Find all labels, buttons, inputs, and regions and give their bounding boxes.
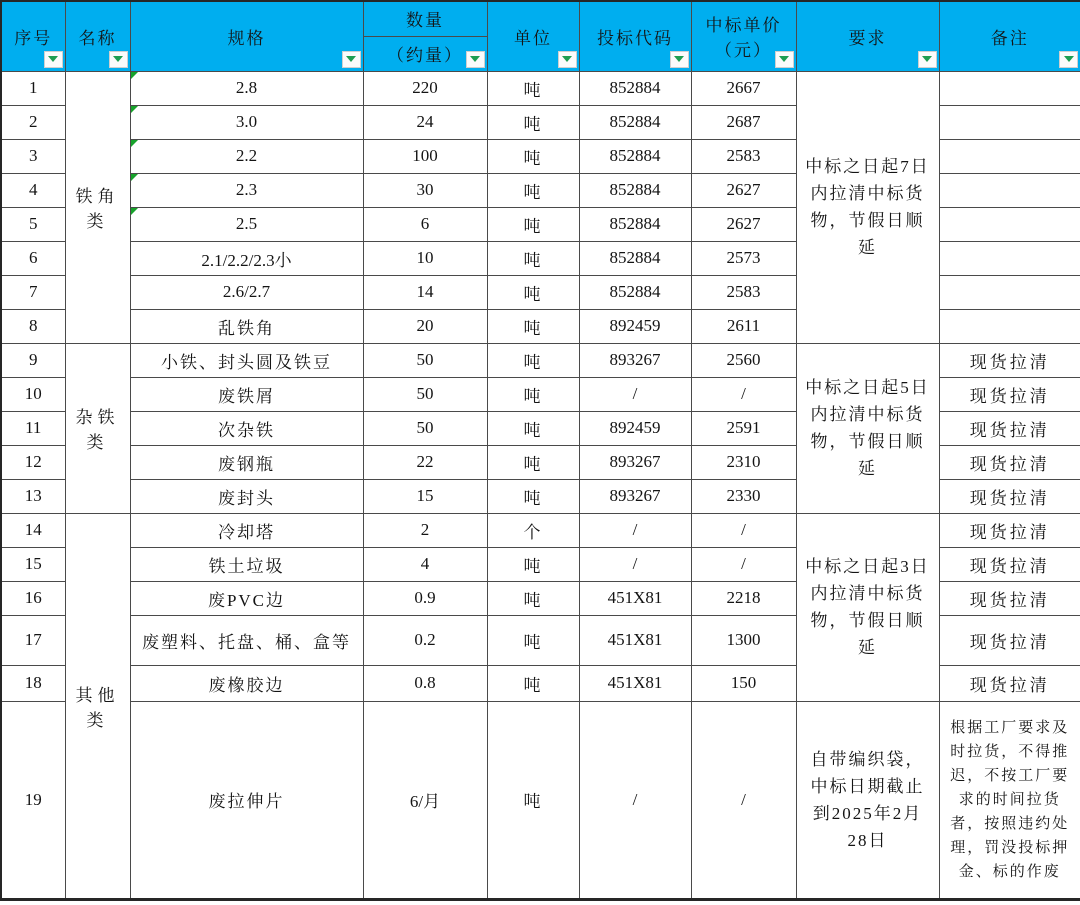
filter-dropdown-icon [562,56,572,62]
header-name[interactable] [65,1,130,71]
text-number-flag-icon [131,140,138,147]
text-number-flag-icon [131,106,138,113]
cell-price[interactable]: 2611 [691,309,796,343]
cell-code[interactable]: 892459 [579,309,691,343]
cell-note[interactable] [939,71,1080,105]
cell-qty[interactable]: 0.9 [363,581,487,615]
cell-index[interactable]: 8 [1,309,65,343]
cell-index[interactable]: 6 [1,241,65,275]
cell-index[interactable]: 18 [1,665,65,701]
cell-qty[interactable]: 15 [363,479,487,513]
filter-button-req[interactable] [918,51,937,68]
cell-note[interactable] [939,207,1080,241]
cell-qty[interactable]: 6/月 [363,701,487,899]
cell-qty[interactable]: 30 [363,173,487,207]
cell-price[interactable]: 2573 [691,241,796,275]
cell-spec[interactable]: 2.1/2.2/2.3小 [130,241,363,275]
cell-note[interactable] [939,309,1080,343]
cell-index[interactable]: 7 [1,275,65,309]
filter-button-note[interactable] [1059,51,1078,68]
cell-unit[interactable]: 吨 [487,547,579,581]
cell-code[interactable]: 852884 [579,139,691,173]
cell-price[interactable]: / [691,513,796,547]
cell-unit[interactable]: 个 [487,513,579,547]
cell-note[interactable] [939,105,1080,139]
cell-qty[interactable]: 24 [363,105,487,139]
cell-qty[interactable]: 0.2 [363,615,487,665]
cell-unit[interactable]: 吨 [487,139,579,173]
cell-price[interactable]: 2583 [691,275,796,309]
cell-code[interactable]: 852884 [579,241,691,275]
header-qty-approx[interactable] [363,36,487,71]
cell-note[interactable]: 现货拉清 [939,445,1080,479]
cell-spec[interactable]: 废PVC边 [130,581,363,615]
cell-requirement-row19[interactable]: 自带编织袋，中标日期截止到2025年2月28日 [796,701,939,899]
header-price[interactable] [691,1,796,71]
cell-price[interactable]: 2330 [691,479,796,513]
cell-note[interactable]: 现货拉清 [939,665,1080,701]
cell-note[interactable]: 根据工厂要求及时拉货，不得推迟，不按工厂要求的时间拉货者，按照违约处理，罚没投标押金、标的作废 [939,701,1080,899]
header-price-line2: （元） [715,41,772,61]
cell-qty[interactable]: 2 [363,513,487,547]
cell-qty[interactable]: 22 [363,445,487,479]
cell-price[interactable]: 2560 [691,343,796,377]
cell-unit[interactable]: 吨 [487,479,579,513]
cell-index[interactable]: 4 [1,173,65,207]
cell-unit[interactable]: 吨 [487,241,579,275]
cell-code[interactable]: 852884 [579,275,691,309]
cell-qty[interactable]: 50 [363,377,487,411]
cell-unit[interactable]: 吨 [487,275,579,309]
cell-unit[interactable]: 吨 [487,207,579,241]
cell-price[interactable]: 2591 [691,411,796,445]
filter-button-unit[interactable] [558,51,577,68]
cell-unit[interactable]: 吨 [487,701,579,899]
cell-index[interactable]: 2 [1,105,65,139]
cell-spec[interactable]: 废拉伸片 [130,701,363,899]
cell-unit[interactable]: 吨 [487,411,579,445]
filter-dropdown-icon [674,56,684,62]
cell-price[interactable]: 1300 [691,615,796,665]
cell-qty[interactable]: 50 [363,411,487,445]
header-note[interactable] [939,1,1080,71]
cell-note[interactable]: 现货拉清 [939,615,1080,665]
cell-code[interactable]: / [579,701,691,899]
cell-spec[interactable]: 2.5 [130,207,363,241]
filter-dropdown-icon [779,56,789,62]
cell-note[interactable] [939,275,1080,309]
cell-spec[interactable]: 小铁、封头圆及铁豆 [130,343,363,377]
cell-note[interactable]: 现货拉清 [939,547,1080,581]
filter-button-code[interactable] [670,51,689,68]
header-row [1,1,1080,36]
cell-index[interactable]: 15 [1,547,65,581]
cell-code[interactable]: 893267 [579,343,691,377]
cell-qty[interactable]: 50 [363,343,487,377]
header-req[interactable] [796,1,939,71]
cell-spec[interactable]: 废橡胶边 [130,665,363,701]
cell-code[interactable]: 852884 [579,105,691,139]
cell-unit[interactable]: 吨 [487,309,579,343]
filter-dropdown-icon [470,56,480,62]
cell-index[interactable]: 3 [1,139,65,173]
header-price-line1: 中标单价 [705,16,782,36]
filter-button-qty[interactable] [466,51,485,68]
cell-spec[interactable]: 3.0 [130,105,363,139]
cell-qty[interactable]: 14 [363,275,487,309]
cell-spec[interactable]: 废铁屑 [130,377,363,411]
header-unit[interactable] [487,1,579,71]
cell-unit[interactable]: 吨 [487,105,579,139]
header-qty-label: 数量 [406,11,444,31]
text-number-flag-icon [131,174,138,181]
cell-price[interactable]: / [691,701,796,899]
header-qty[interactable] [363,1,487,36]
cell-code[interactable]: 852884 [579,207,691,241]
cell-index[interactable]: 10 [1,377,65,411]
cell-unit[interactable]: 吨 [487,173,579,207]
cell-qty[interactable]: 0.8 [363,665,487,701]
header-spec-label: 规格 [227,28,266,48]
cell-spec[interactable]: 次杂铁 [130,411,363,445]
cell-unit[interactable]: 吨 [487,377,579,411]
cell-qty[interactable]: 4 [363,547,487,581]
cell-code[interactable]: 451X81 [579,581,691,615]
table-row [1,71,1080,105]
cell-code[interactable]: 893267 [579,479,691,513]
cell-index[interactable]: 1 [1,71,65,105]
cell-note[interactable]: 现货拉清 [939,377,1080,411]
cell-unit[interactable]: 吨 [487,581,579,615]
cell-note[interactable] [939,139,1080,173]
cell-spec[interactable]: 铁土垃圾 [130,547,363,581]
cell-code[interactable]: / [579,377,691,411]
group-requirement-iron-angle[interactable]: 中标之日起7日内拉清中标货物，节假日顺延 [796,71,939,343]
filter-dropdown-icon [346,56,356,62]
filter-dropdown-icon [113,56,123,62]
cell-spec[interactable]: 废封头 [130,479,363,513]
cell-code[interactable]: 893267 [579,445,691,479]
cell-unit[interactable]: 吨 [487,615,579,665]
cell-index[interactable]: 9 [1,343,65,377]
cell-price[interactable]: 2583 [691,139,796,173]
text-number-flag-icon [131,72,138,79]
cell-price[interactable]: 2310 [691,445,796,479]
cell-price[interactable]: 150 [691,665,796,701]
cell-qty[interactable]: 220 [363,71,487,105]
header-index-label: 序号 [14,28,53,48]
cell-note[interactable] [939,173,1080,207]
table-row [1,513,1080,547]
header-req-label: 要求 [848,28,887,48]
cell-spec[interactable]: 乱铁角 [130,309,363,343]
cell-note[interactable]: 现货拉清 [939,411,1080,445]
cell-spec[interactable]: 废塑料、托盘、桶、盒等 [130,615,363,665]
filter-button-price[interactable] [775,51,794,68]
cell-index[interactable]: 17 [1,615,65,665]
cell-code[interactable]: 852884 [579,71,691,105]
group-requirement-misc-iron[interactable]: 中标之日起5日内拉清中标货物，节假日顺延 [796,343,939,513]
cell-price[interactable]: 2687 [691,105,796,139]
header-unit-label: 单位 [514,28,552,48]
cell-code[interactable]: 852884 [579,173,691,207]
filter-button-index[interactable] [44,51,63,68]
cell-spec[interactable]: 2.2 [130,139,363,173]
cell-qty[interactable]: 20 [363,309,487,343]
cell-index[interactable]: 14 [1,513,65,547]
cell-code[interactable]: 451X81 [579,665,691,701]
cell-unit[interactable]: 吨 [487,665,579,701]
cell-index[interactable]: 5 [1,207,65,241]
header-spec[interactable] [130,1,363,71]
filter-dropdown-icon [48,56,58,62]
cell-spec[interactable]: 2.6/2.7 [130,275,363,309]
cell-index[interactable]: 11 [1,411,65,445]
filter-button-name[interactable] [109,51,128,68]
text-number-flag-icon [131,208,138,215]
cell-qty[interactable]: 10 [363,241,487,275]
cell-note[interactable]: 现货拉清 [939,479,1080,513]
cell-unit[interactable]: 吨 [487,71,579,105]
header-qty-approx-label: （约量） [387,46,463,65]
cell-price[interactable]: 2667 [691,71,796,105]
filter-dropdown-icon [1064,56,1074,62]
cell-code[interactable]: / [579,547,691,581]
cell-note[interactable] [939,241,1080,275]
group-name-other[interactable]: 其他类 [65,513,130,899]
cell-note[interactable]: 现货拉清 [939,513,1080,547]
cell-note[interactable]: 现货拉清 [939,581,1080,615]
filter-button-spec[interactable] [342,51,361,68]
header-code-label: 投标代码 [597,28,673,48]
cell-code[interactable]: 451X81 [579,615,691,665]
filter-dropdown-icon [922,56,932,62]
group-name-misc-iron[interactable]: 杂铁类 [65,343,130,513]
cell-unit[interactable]: 吨 [487,343,579,377]
cell-code[interactable]: / [579,513,691,547]
cell-price[interactable]: 2627 [691,173,796,207]
header-index[interactable] [1,1,65,71]
cell-price[interactable]: 2218 [691,581,796,615]
header-code[interactable] [579,1,691,71]
cell-index[interactable]: 12 [1,445,65,479]
cell-spec[interactable]: 2.8 [130,71,363,105]
header-name-label: 名称 [78,28,117,48]
cell-spec[interactable]: 废钢瓶 [130,445,363,479]
cell-spec[interactable]: 冷却塔 [130,513,363,547]
group-name-iron-angle[interactable]: 铁角类 [65,71,130,343]
table-row [1,343,1080,377]
cell-price[interactable]: / [691,547,796,581]
cell-qty[interactable]: 6 [363,207,487,241]
cell-index[interactable]: 16 [1,581,65,615]
cell-note[interactable]: 现货拉清 [939,343,1080,377]
cell-index[interactable]: 13 [1,479,65,513]
cell-index[interactable]: 19 [1,701,65,899]
cell-unit[interactable]: 吨 [487,445,579,479]
table-row [1,701,1080,899]
cell-qty[interactable]: 100 [363,139,487,173]
group-requirement-other[interactable]: 中标之日起3日内拉清中标货物，节假日顺延 [796,513,939,701]
header-note-label: 备注 [990,28,1029,48]
cell-price[interactable]: / [691,377,796,411]
cell-spec[interactable]: 2.3 [130,173,363,207]
cell-code[interactable]: 892459 [579,411,691,445]
cell-price[interactable]: 2627 [691,207,796,241]
